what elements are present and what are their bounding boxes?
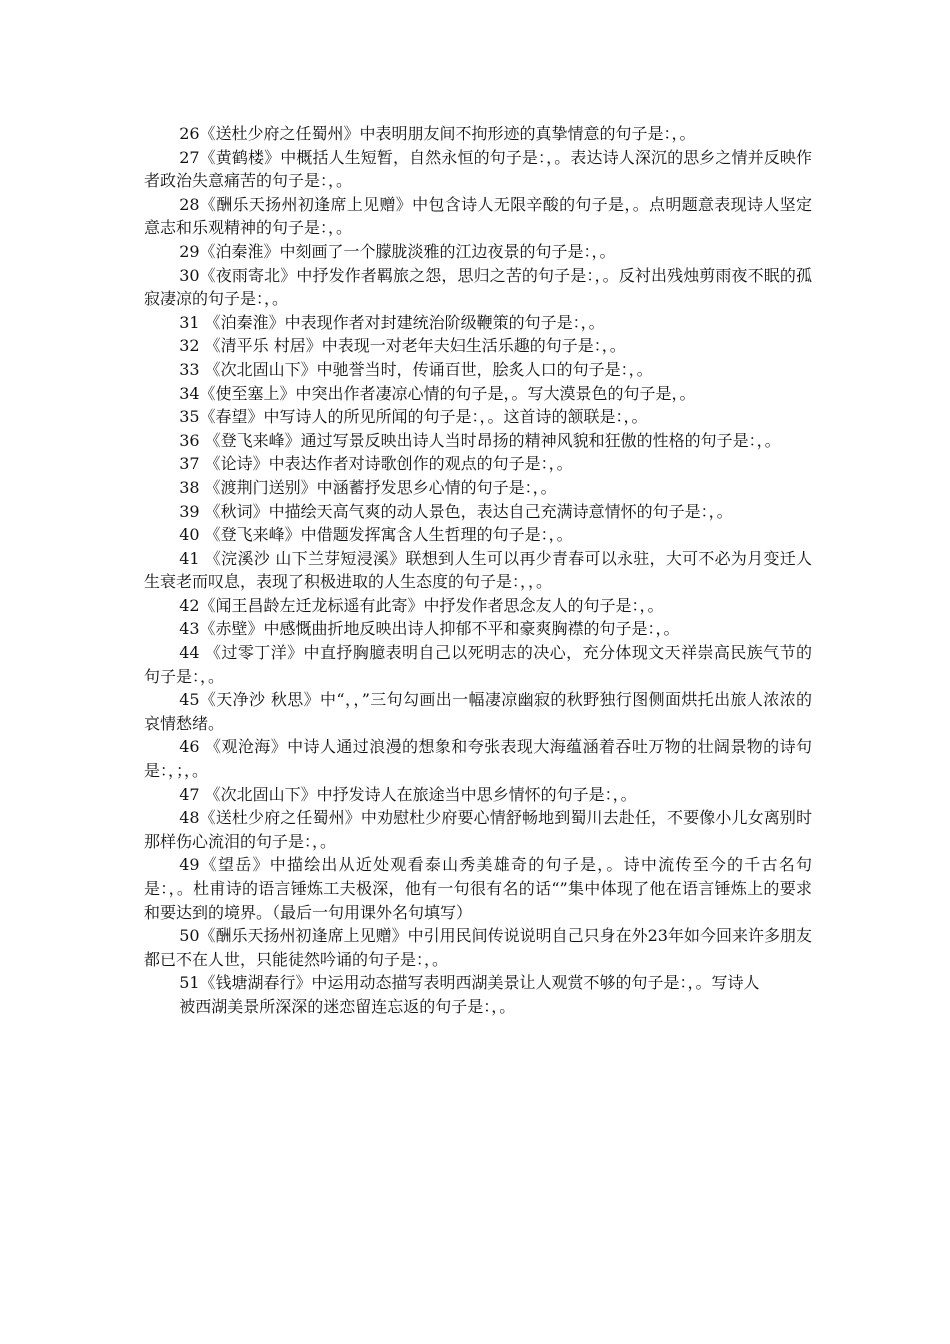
question-41: 41 《浣溪沙 山下兰芽短浸溪》联想到人生可以再少青春可以永驻，大可不必为月变迁人生衰老而叹息，表现了积极进取的人生态度的句子是：，，。	[144, 548, 812, 592]
question-26: 26《送杜少府之任蜀州》中表明朋友间不拘形迹的真挚情意的句子是：，。	[179, 124, 696, 143]
question-34: 34《使至塞上》中突出作者凄凉心情的句子是，。写大漠景色的句子是，。	[179, 383, 696, 403]
question-35: 35《春望》中写诗人的所见所闻的句子是：，。这首诗的颔联是：，。	[179, 407, 648, 427]
question-32: 32 《清平乐 村居》中表现一对老年夫妇生活乐趣的句子是：，。	[179, 336, 626, 356]
question-49: 49《望岳》中描绘出从近处观看泰山秀美雄奇的句子是，。诗中流传至今的千古名句是：，。杜甫诗的语言锤炼工夫极深，他有一句很有名的话“”集中体现了他在语言锤炼上的要求和要达到的境界。（最后一句用课外名句填写）	[144, 855, 812, 922]
question-39: 39 《秋词》中描绘天高气爽的动人景色，表达自己充满诗意情怀的句子是：，。	[179, 501, 733, 521]
question-28: 28《酬乐天扬州初逢席上见赠》中包含诗人无限辛酸的句子是，。点明题意表现诗人坚定意志和乐观精神的句子是：，。	[144, 194, 812, 238]
question-38: 38 《渡荆门送别》中涵蓄抒发思乡心情的句子是：，。	[179, 477, 557, 497]
question-51: 51《钱塘湖春行》中运用动态描写表明西湖美景让人观赏不够的句子是：，。写诗人	[179, 973, 760, 993]
document-body	[144, 122, 812, 1019]
question-27: 27《黄鹤楼》中概括人生短暂，自然永恒的句子是：，。表达诗人深沉的思乡之情并反映作者政治失意痛苦的句子是：，。	[144, 147, 812, 191]
question-30: 30《夜雨寄北》中抒发作者羁旅之怨，思归之苦的句子是：，。反衬出残烛剪雨夜不眠的孤寂凄凉的句子是：，。	[144, 265, 812, 309]
question-37: 37 《论诗》中表达作者对诗歌创作的观点的句子是：，。	[179, 454, 573, 474]
question-40: 40 《登飞来峰》中借题发挥寓含人生哲理的句子是：，。	[179, 525, 573, 545]
question-45: 45《天净沙 秋思》中“，，”三句勾画出一幅凄凉幽寂的秋野独行图侧面烘托出旅人浓浓的哀情愁绪。	[144, 690, 812, 733]
question-43: 43《赤壁》中感慨曲折地反映出诗人抑郁不平和豪爽胸襟的句子是：，。	[179, 619, 680, 639]
question-51-continued: 被西湖美景所深深的迷恋留连忘返的句子是：，。	[179, 996, 516, 1016]
question-29: 29《泊秦淮》中刻画了一个朦胧淡雅的江边夜景的句子是：，。	[179, 241, 616, 261]
question-31: 31 《泊秦淮》中表现作者对封建统治阶级鞭策的句子是：，。	[179, 312, 605, 332]
question-47: 47 《次北固山下》中抒发诗人在旅途当中思乡情怀的句子是：，。	[179, 784, 637, 804]
question-44: 44 《过零丁洋》中直抒胸臆表明自己以死明志的决心，充分体现文天祥崇高民族气节的句子是：，。	[144, 643, 812, 686]
question-42: 42《闻王昌龄左迁龙标遥有此寄》中抒发作者思念友人的句子是：，。	[179, 595, 664, 615]
question-46: 46 《观沧海》中诗人通过浪漫的想象和夸张表现大海蕴涵着吞吐万物的壮阔景物的诗句是：，；，。	[144, 737, 812, 781]
question-50: 50《酬乐天扬州初逢席上见赠》中引用民间传说说明自己只身在外23年如今回来许多朋友都已不在人世，只能徒然吟诵的句子是：，。	[144, 926, 812, 969]
question-33: 33 《次北固山下》中驰誉当时，传诵百世，脍炙人口的句子是：，。	[179, 359, 653, 379]
question-36: 36 《登飞来峰》通过写景反映出诗人当时昂扬的精神风貌和狂傲的性格的句子是：，。	[179, 430, 781, 450]
question-48: 48《送杜少府之任蜀州》中劝慰杜少府要心情舒畅地到蜀川去赴任，不要像小儿女离别时那样伤心流泪的句子是：，。	[144, 808, 812, 851]
